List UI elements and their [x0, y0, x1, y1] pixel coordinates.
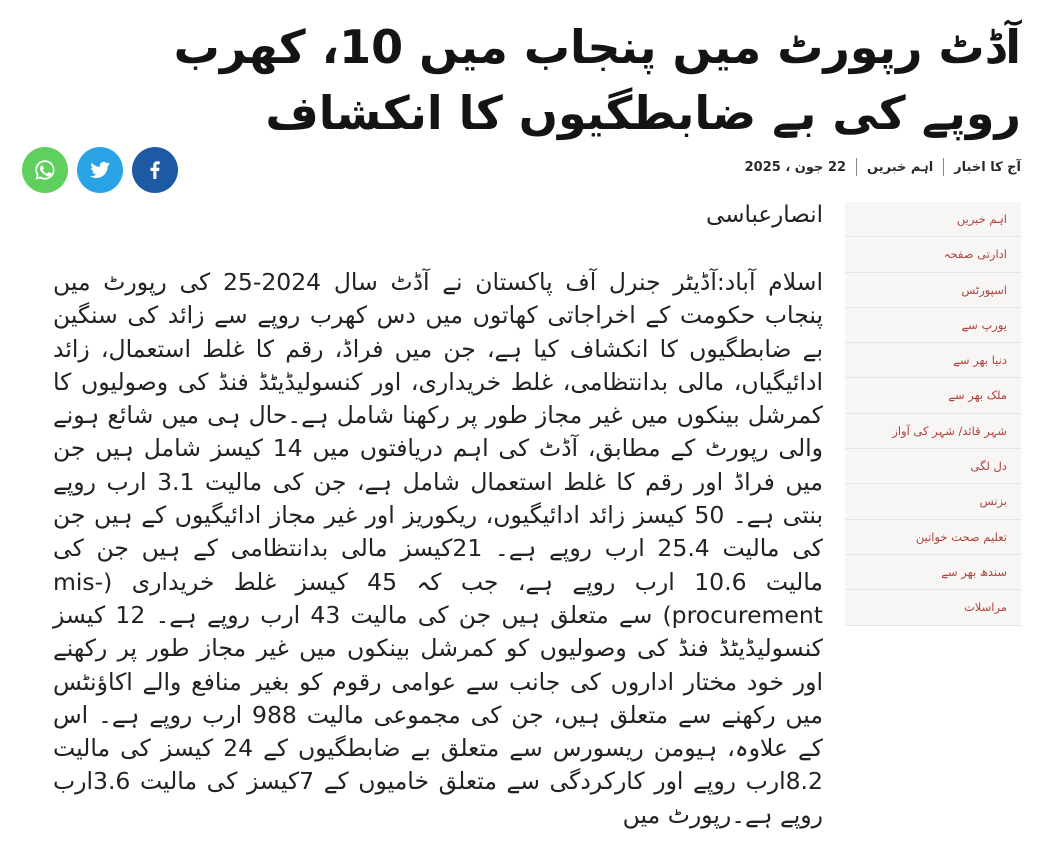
- publish-date: 22 جون ، 2025: [744, 159, 847, 175]
- sidebar-item[interactable]: دنیا بھر سے: [845, 343, 1021, 378]
- sidebar-item[interactable]: ملک بھر سے: [845, 378, 1021, 413]
- facebook-share-button[interactable]: [132, 147, 178, 193]
- sidebar-item[interactable]: اہم خبریں: [845, 202, 1021, 237]
- headline: آڈٹ رپورٹ میں پنجاب میں 10، کھرب روپے کی بے ضابطگیوں کا انکشاف: [173, 20, 1021, 140]
- category-link[interactable]: آج کا اخبار: [954, 159, 1021, 175]
- sidebar-item[interactable]: سندھ بھر سے: [845, 555, 1021, 590]
- sidebar-item[interactable]: شہر قائد/ شہر کی آواز: [845, 414, 1021, 449]
- section-link[interactable]: اہم خبریں: [867, 159, 934, 175]
- twitter-icon: [88, 158, 112, 182]
- article-paragraph: اسلام آباد:آڈیٹر جنرل آف پاکستان نے آڈٹ سال 2024-25 کی رپورٹ میں پنجاب حکومت کے اخراجاتی کھاتوں میں دس کھرب روپے سے زائد کی سنگین بے ضابطگیوں کا انکشاف کیا ہے، جن میں فراڈ، رقم کا غلط استعمال، زائد ادائیگیاں، مالی بدانتظامی، غلط خریداری، اور کنسولیڈیٹڈ فنڈ کی وصولیوں کا کمرشل بینکوں میں غیر مجاز طور پر رکھنا شامل ہے۔حال ہی میں شائع ہونے والی رپورٹ کے مطابق، آڈٹ کی اہم دریافتوں میں 14 کیسز شامل ہیں جن میں فراڈ اور رقم کا غلط استعمال شامل ہے، جن کی مالیت 3.1 ارب روپے بنتی ہے۔ 50 کیسز زائد ادائیگیوں، ریکوریز اور غیر مجاز ادائیگیوں کے ہیں جن کی مالیت 25.4 ارب روپے ہے۔ 21کیسز مالی بدانتظامی کے ہیں جن کی مالیت 10.6 ارب روپے ہے، جب کہ 45 کیسز غلط خریداری (mis-procurement) سے متعلق ہیں جن کی مالیت 43 ارب روپے ہے۔ 12 کیسز کنسولیڈیٹڈ فنڈ کی وصولیوں کو کمرشل بینکوں میں غیر مجاز طور پر رکھنے اور خود مختار اداروں کی جانب سے عوامی رقوم کو بغیر منافع والے اکاؤنٹس میں رکھنے سے متعلق ہیں، جن کی مجموعی مالیت 988 ارب روپے ہے۔ اس کے علاوہ، ہیومن ریسورس سے متعلق بے ضابطگیوں کے 24 کیسز کی مالیت 8.2ارب روپے اور کارکردگی سے متعلق خامیوں کے 7کیسز کی مالیت 3.6ارب روپے ہے۔رپورٹ میں: [53, 268, 824, 829]
- whatsapp-icon: [33, 158, 57, 182]
- article-body: [53, 266, 823, 832]
- sidebar-item[interactable]: ادارتی صفحہ: [845, 237, 1021, 272]
- author-name: انصارعباسی: [706, 202, 823, 228]
- sidebar-item[interactable]: مراسلات: [845, 590, 1021, 625]
- whatsapp-share-button[interactable]: [22, 147, 68, 193]
- twitter-share-button[interactable]: [77, 147, 123, 193]
- share-bar: [22, 147, 178, 193]
- facebook-icon: [143, 158, 167, 182]
- sidebar-item[interactable]: بزنس: [845, 484, 1021, 519]
- sidebar-item[interactable]: تعلیم صحت خواتین: [845, 520, 1021, 555]
- sidebar-item[interactable]: یورپ سے: [845, 308, 1021, 343]
- article-meta: [745, 158, 1021, 176]
- sidebar-item[interactable]: اسپورٹس: [845, 273, 1021, 308]
- divider: [943, 158, 944, 176]
- divider: [856, 158, 857, 176]
- sidebar-nav: [845, 202, 1021, 626]
- sidebar-item[interactable]: دل لگی: [845, 449, 1021, 484]
